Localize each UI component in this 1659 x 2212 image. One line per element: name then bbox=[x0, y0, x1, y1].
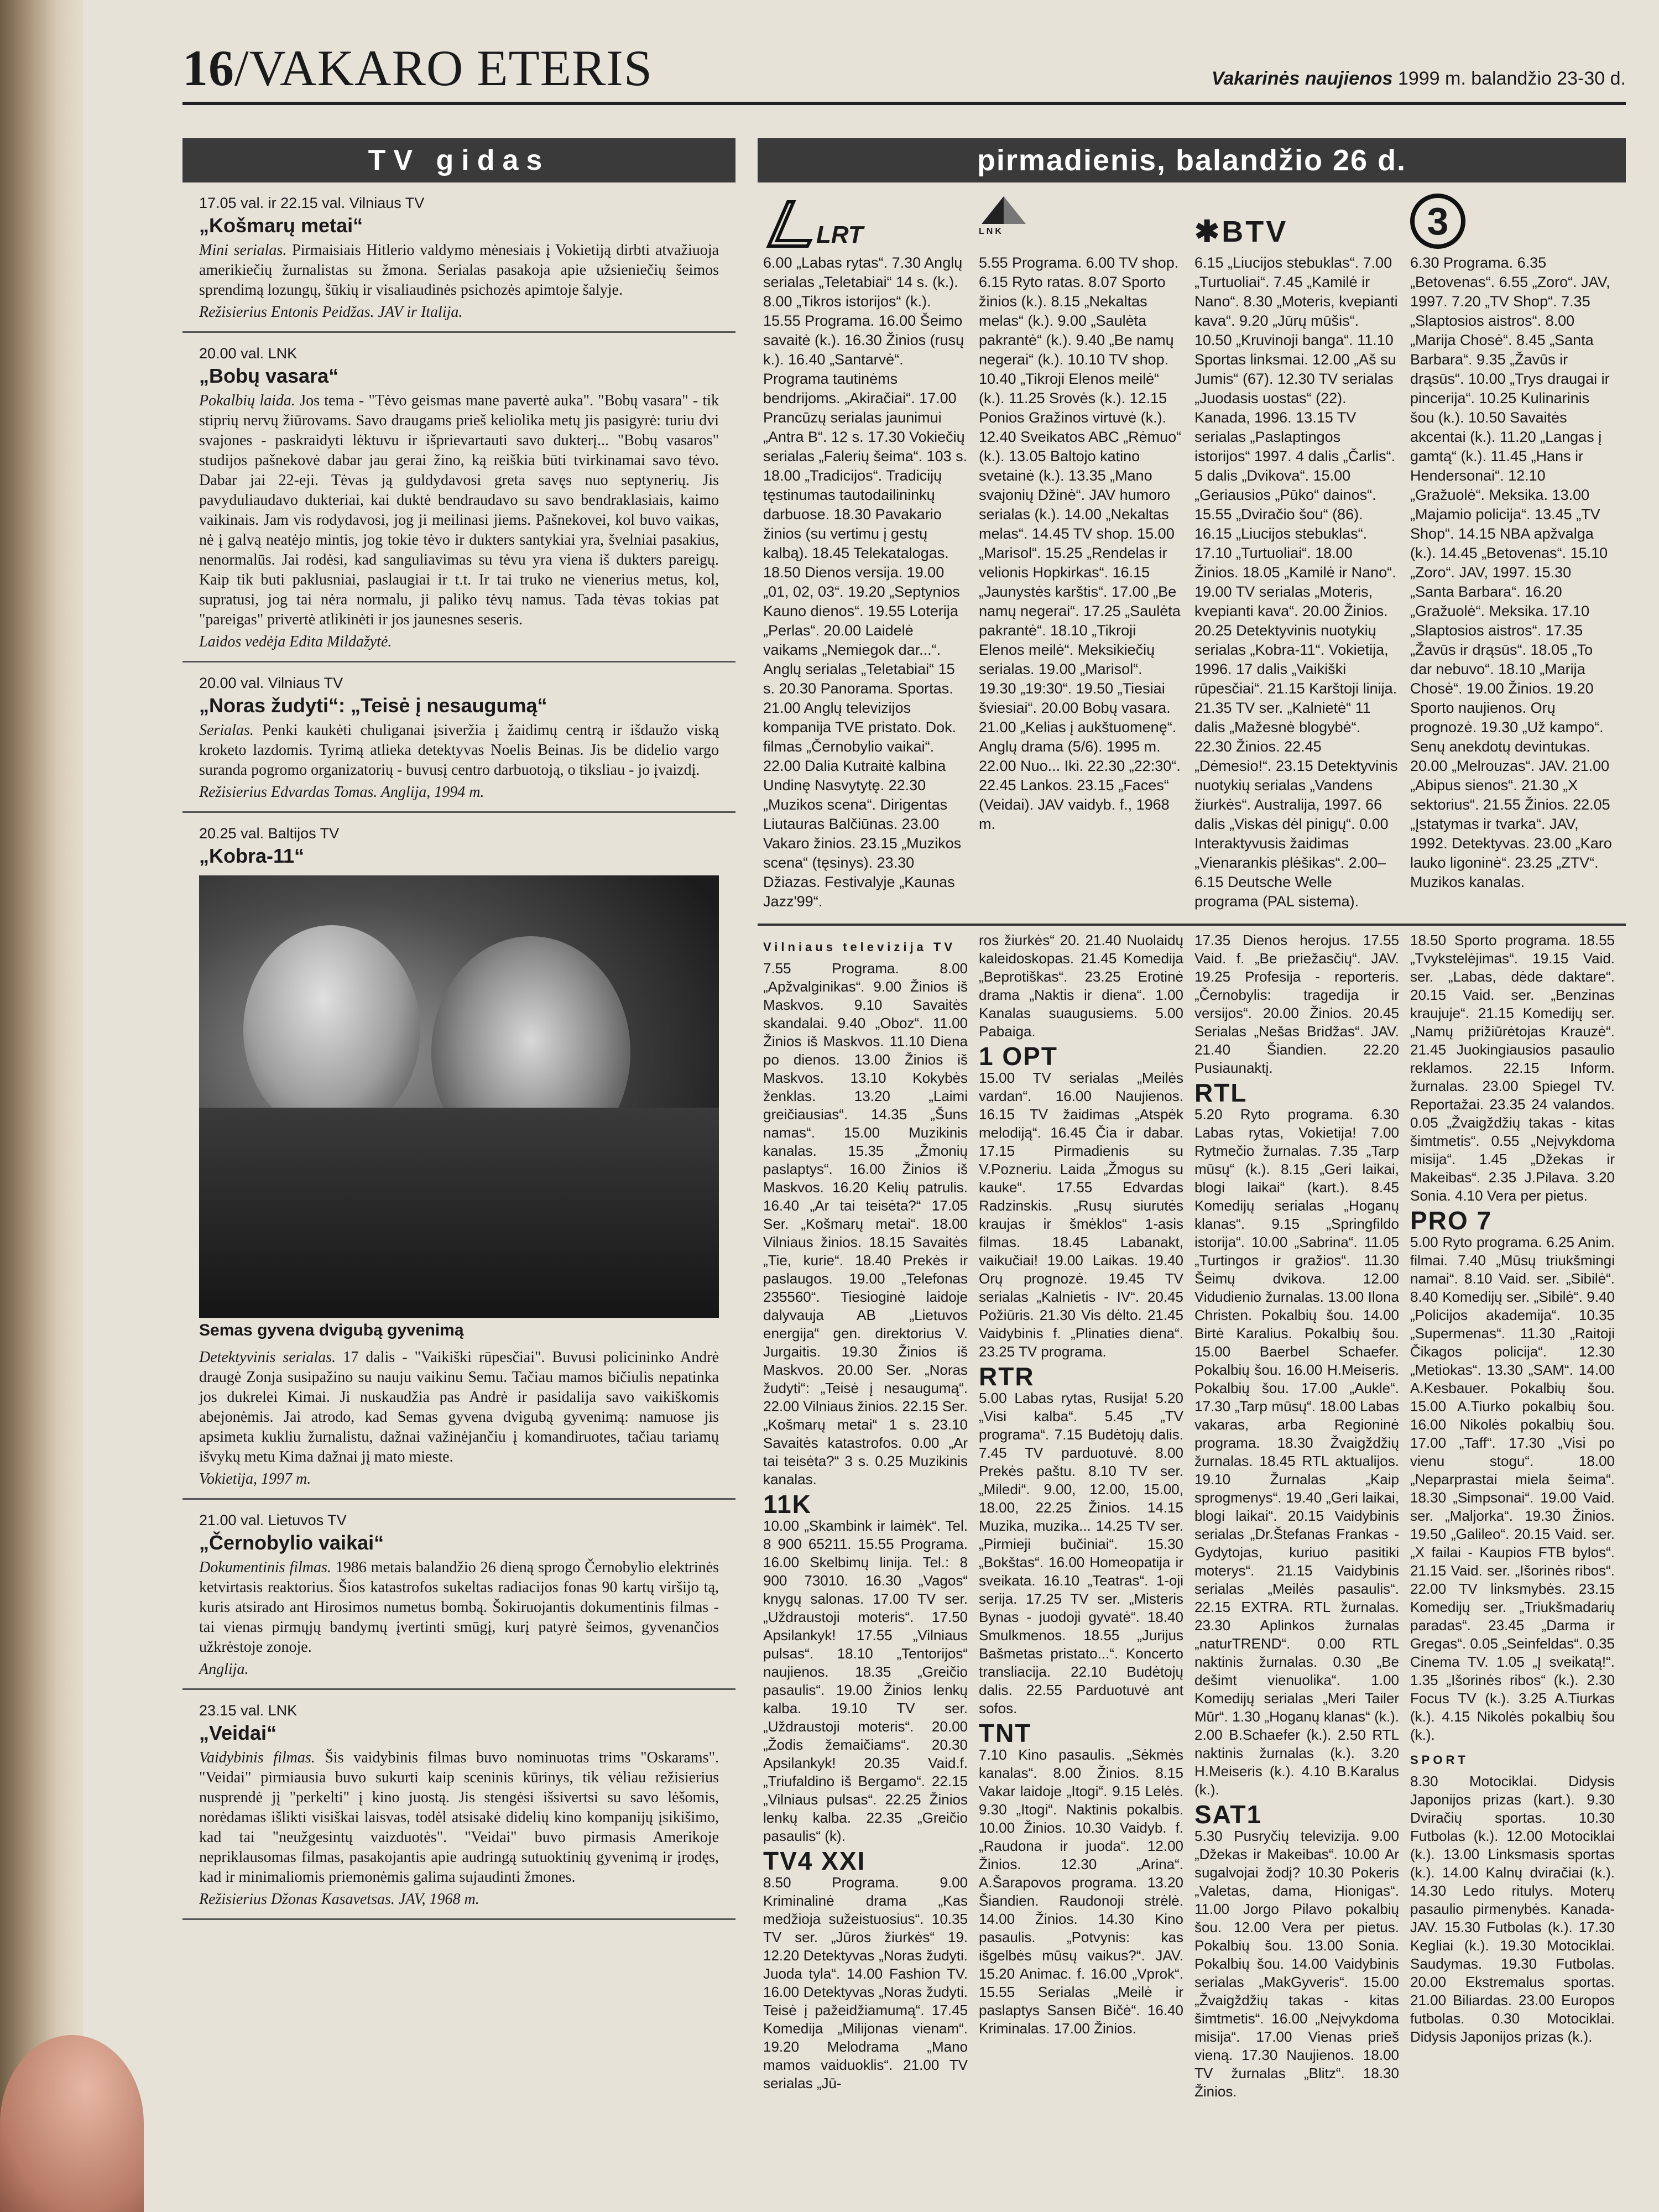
guide-item-title: „Kobra-11“ bbox=[199, 844, 305, 867]
guide-item-credit: Režisierius Entonis Peidžas. JAV ir Italija. bbox=[199, 304, 463, 321]
channel-logo-btv: BTV bbox=[1222, 215, 1288, 248]
photo-coat bbox=[199, 1108, 719, 1318]
channel-column-lrt bbox=[758, 194, 973, 911]
photo-figure-man bbox=[243, 925, 420, 1135]
guide-item-genre: Mini serialas. bbox=[199, 242, 287, 259]
guide-item-credit: Laidos vedėja Edita Mildažytė. bbox=[199, 633, 392, 650]
guide-item-text: Pirmaisiais Hitlerio valdymo mėnesiais į Vokietiją dirbti atvažiuoja amerikiečių žurnalistas su žmona. Serialas pasakoja apie užsieniečių šeimos sprendimą lozungų, šūkių ir visaliaudinės psichozės apimtoje šalyje. bbox=[199, 242, 719, 299]
newspaper-page bbox=[83, 0, 1659, 2212]
guide-item bbox=[182, 662, 735, 813]
channel-logo: TNT bbox=[979, 1719, 1032, 1747]
guide-item-genre: Vaidybinis filmas. bbox=[199, 1749, 315, 1766]
binding-edge bbox=[0, 0, 83, 2212]
guide-item-time: 21.00 val. Lietuvos TV bbox=[199, 1512, 347, 1528]
channel-logo: TV4 XXI bbox=[763, 1846, 866, 1875]
guide-item-title: „Veidai“ bbox=[199, 1721, 277, 1744]
channel-column-lnk bbox=[973, 194, 1189, 911]
channel-programs: 5.55 Programa. 6.00 TV shop. 6.15 Ryto ratas. 8.07 Sporto žinios (k.). 8.15 „Nekaltas melas“ (k.). 9.00 „Saulėta pakrantė“ (k.). 9.40 „Be namų negerai“ (k.). 10.10 TV shop. 10.40 „Tikroji Elenos meilė“ (k.). 11.25 Srovės (k.). 12.15 Ponios Gražinos virtuvė (k.). 12.40 Sveikatos ABC „Rėmuo“ (k.). 13.05 Baltojo katino svetainė (k.). 13.35 „Mano svajonių Džinė“. JAV humoro serialas (k.). 14.00 „Nekaltas melas“. 14.45 TV shop. 15.00 „Marisol“. 15.25 „Rendelas ir velionis Hopkirkas“. 16.15 „Jaunystės karštis“. 17.00 „Be namų negerai“. 17.25 „Saulėta pakrantė“. 18.10 „Tikroji Elenos meilė“. Meksikiečių serialas. 19.00 „Marisol“. 19.30 „19:30“. 19.50 „Tiesiai šviesiai“. 20.00 Bobų vasara. 21.00 „Kelias į aukštuomenę“. Anglų drama (5/6). 1995 m. 22.00 Nuo... Iki. 22.30 „22:30“. 22.45 Lankos. 23.15 „Faces“ (Veidai). JAV vaidyb. f., 1968 m. bbox=[979, 254, 1182, 832]
guide-item-text: Jos tema - "Tėvo geismas mane pavertė auka". "Bobų vasara" - tik stiprių nervų žiūrovams. Savo draugams prieš keliolika metų jis pasigyrė: turiu dvi svajones - paskraidyti lėktuvu ir išprievartauti savo dukterį... "Bobų vasaros" studijos pašnekovė dabar jau gerai žino, ką reiškia būti tvirkinamai savo tėvo. Dabar jai 22-eji. Tėvas ją guldydavosi greta savęs nuo septynerių. Jis pavyduliaudavo dukteriai, kai duktė bendraudavo su savo bendraklasiais, kaimo vaikinais. Jam vis rodydavosi, jog ji meilinasi jiems. Pašnekovei, kol buvo vaikas, nė į galvą neatėjo mintis, jog tokie tėvo ir dukters santykiai yra, švelniai pasakius, nenormalūs. Jai rodėsi, kad sanguliavimas su tėvu yra viena iš dukters pareigų. Kaip tik buti paklusniai, paslaugiai ir t.t. Ir tai truko ne vienerius metus, kol, supratusi, jog tai nėra normalu, ji paliko tėvų namus. Tada tėvas tokias pat "pareigas" privertė atlikinėti ir jos jaunesnes seseris. bbox=[199, 392, 719, 628]
channel-logo: PRO 7 bbox=[1410, 1206, 1493, 1235]
guide-item-genre: Serialas. bbox=[199, 722, 254, 739]
guide-item-text: Penki kaukėti chuliganai įsiveržia į žaidimų centrą ir išdaužo viską kroketo lazdomis. Tyrimą atlieka detektyvas Noelis Beinas. Jis be didelio vargo suranda pogromo organizatorių - buvusį centro darbuotoją, o tiksliau - jo įvaizdį. bbox=[199, 722, 719, 779]
guide-item bbox=[182, 1690, 735, 1920]
guide-item-text: 1986 metais balandžio 26 dieną sprogo Černobylio elektrinės ketvirtasis reaktorius. Šios katastrofos sukeltas radiacijos fonas 90 kartų viršijo tą, kuris atsirado ant Hirosimos numetus bombą. Šokiruojantis dokumentinis filmas - tai vienas pirmųjų bandymų įvertinti smūgį, kurį patyrė šeimos, gyvenančios užkrėstoje zonoje. bbox=[199, 1559, 719, 1656]
channel-logo: 1 OPT bbox=[979, 1042, 1058, 1071]
day-banner: pirmadienis, balandžio 26 d. bbox=[758, 138, 1626, 182]
channel-column-btv bbox=[1189, 194, 1405, 911]
content-columns bbox=[182, 138, 1626, 2101]
channel-logo: SAT1 bbox=[1194, 1800, 1262, 1829]
guide-item bbox=[182, 333, 735, 662]
other-channels bbox=[758, 931, 1626, 2101]
channel-programs: 8.30 Motociklai. Didysis Japonijos prizas (kart.). 9.30 Dviračių sportas. 10.30 Futbolas (k.). 12.00 Motociklai (k.). 13.00 Linksmasis sportas (k.). 14.00 Kalnų dviračiai (k.). 14.30 Ledo ritulys. Moterų pasaulio pirmenybės. Kanada-JAV. 15.30 Futbolas (k.). 17.30 Kegliai (k.). 19.30 Motociklai. Saudymas. 19.30 Futbolas. 20.00 Ekstremalus sportas. 21.00 Biliardas. 23.00 Europos futbolas. 0.30 Motociklai. Didysis Japonijos prizas (k.). bbox=[1410, 1773, 1615, 2045]
guide-item-time: 20.00 val. LNK bbox=[199, 345, 298, 362]
guide-item-time: 20.00 val. Vilniaus TV bbox=[199, 675, 343, 691]
photo-caption: Semas gyvena dvigubą gyvenimą bbox=[199, 1321, 464, 1339]
guide-item bbox=[182, 182, 735, 333]
channel-programs: 15.00 TV serialas „Meilės vardan“. 16.00 Naujienos. 16.15 TV žaidimas „Atspėk melodiją“. 16.45 Čia ir dabar. 17.15 Pirmadienis su V.Pozneriu. Laida „Žmogus su kauke“. 17.55 Edvardas Radzinskis. „Rusų siurutės kraujas ir šmėklos“ 1-asis filmas. 18.45 Labanakt, vaikučiai! 19.00 Laikas. 19.40 Orų prognozė. 19.45 TV serialas „Kalnietis - IV“. 20.45 Požiūris. 21.30 Vis dėlto. 21.45 Vaidybinis f. „Plinaties diena“. 23.25 TV programa. bbox=[979, 1070, 1183, 1360]
channel-programs: 6.00 „Labas rytas“. 7.30 Anglų serialas „Teletabiai“ 14 s. (k.). 8.00 „Tikros istorijos“ (k.). 15.55 Programa. 16.00 Šeimo savaitė (k.). 16.30 Žinios (rusų k.). 16.40 „Santarvė“. Programa tautinėms bendrijoms. „Akiračiai“. 17.00 Prancūzų serialas jaunimui „Antra B“. 12 s. 17.30 Vokiečių serialas „Falerių šeima“. 103 s. 18.00 „Tradicijos“. Tradicijų tęstinumas tautodailininkų darbuose. 18.30 Pavakario žinios (su vertimu į gestų kalbą). 18.45 Telekatalogas. 18.50 Dienos versija. 19.00 „01, 02, 03“. 19.20 „Septynios Kauno dienos“. 19.55 Loterija „Perlas“. 20.00 Laidelė vaikams „Nemiegok dar...“. Anglų serialas „Teletabiai“ 15 s. 20.30 Panorama. Sportas. 21.00 Anglų televizijos kompanija TVE pristato. Dok. filmas „Černobylio vaikai“. 22.00 Dalia Kutraitė kalbina Undinę Nasvytytę. 22.30 „Muzikos scena“. Dirigentas Liutauras Balčiūnas. 23.00 Vakaro žinios. 23.15 „Muzikos scena“ (tęsinys). 23.30 Džiazas. Festivalyje „Kaunas Jazz'99“. bbox=[763, 254, 968, 910]
channel-programs: ros žiurkės“ 20. 21.40 Nuolaidų kaleidoskopas. 21.45 Komedija „Beprotiškas“. 23.25 Erotinė drama „Naktis ir diena“. 1.00 Kanalas suaugusiems. 5.00 Pabaiga. bbox=[979, 932, 1183, 1040]
lower-column bbox=[1189, 931, 1405, 2101]
channel-programs: 6.15 „Liucijos stebuklas“. 7.00 „Turtuoliai“. 7.45 „Kamilė ir Nano“. 8.30 „Moteris, kvepianti kava“. 9.20 „Jūrų mūšis“. 10.50 „Kruvinoji banga“. 11.10 Sportas linksmai. 12.00 „Aš su Jumis“ (67). 12.30 TV serialas „Juodasis uostas“ (22). Kanada, 1996. 13.15 TV serialas „Paslaptingos istorijos“ 1997. 4 dalis „Čarlis“. 5 dalis „Dvikova“. 15.00 „Geriausios „Pūko“ dainos“. 15.55 „Dviračio šou“ (86). 16.15 „Liucijos stebuklas“. 17.10 „Turtuoliai“. 18.00 Žinios. 18.05 „Kamilė ir Nano“. 19.00 TV serialas „Moteris, kvepianti kava“. 20.00 Žinios. 20.25 Detektyvinis nuotykių serialas „Kobra-11“. Vokietija, 1996. 17 dalis „Vaikiški rūpesčiai“. 21.15 Karštoji linija. 21.35 TV ser. „Kalnietė“ 11 dalis „Mažesnė blogybė“. 22.30 Žinios. 22.45 „Dėmesio!“. 23.15 Detektyvinis nuotykių serialas „Vandens žiurkės“. Australija, 1997. 66 dalis „Viskas dėl pinigų“. 0.00 Interaktyvusis žaidimas „Vienarankis plėšikas“. 2.00–6.15 Deutsche Welle programa (PAL sistema). bbox=[1194, 254, 1398, 910]
section-title: VAKARO ETERIS bbox=[249, 40, 653, 96]
guide-item-text: 17 dalis - "Vaikiški rūpesčiai". Buvusi policininko Andrė draugė Zonja susipažino su nauju vaikinu Semu. Tačiau mamos bičiulis nepatinka jos dukrelei Kimai. Ji nuskaudžia pas Andrė ir pasidalija savo vaikiškomis abejonėmis. Jai atrodo, kad Semas gyvena dvigubą gyvenimą: namuose jis apsimeta kukliu žurnalistu, dažnai važinėjančiu į komandiruotes, tačiau tariamų išvykų metu Kima dažnai jį mato mieste. bbox=[199, 1349, 719, 1465]
section-divider bbox=[758, 924, 1626, 926]
guide-item-title: „Černobylio vaikai“ bbox=[199, 1531, 384, 1554]
channel-programs: 5.00 Ryto programa. 6.25 Anim. filmai. 7.40 „Mūsų triukšmingi namai“. 8.10 Vaid. ser. „Sibilė“. 8.40 Komedijų ser. „Sibilė“. 9.40 „Policijos akademija“. 10.35 „Supermenas“. 11.30 „Raitoji Čikagos policija“. 12.30 „Metiokas“. 13.30 „SAM“. 14.00 A.Kesbauer. Pokalbių šou. 15.00 A.Tiurko pokalbių šou. 16.00 Nikolės pokalbių šou. 17.00 „Taff“. 17.30 „Visi po vienu stogu“. 18.00 „Neparprastai miela šeima“. 18.30 „Simpsonai“. 19.00 Vaid. ser. „Maljorka“. 19.30 Žinios. 19.50 „Galileo“. 20.15 Vaid. ser. „X failai - Kaupios FTB bylos“. 21.15 Vaid. ser. „Išorinės ribos“. 22.00 TV linksmybės. 23.15 Komedijų ser. „Triukšmadarių paradas“. 23.45 „Darma ir Gregas“. 0.05 „Seinfeldas“. 0.35 Cinema TV. 1.05 „Į sveikatą!“. 1.35 „Išorinės ribos“ (k.). 2.30 Focus TV (k.). 3.25 A.Tiurkas (k.). 4.15 Nikolės pokalbių šou (k.). bbox=[1410, 1234, 1615, 1743]
guide-item-text: Šis vaidybinis filmas buvo nominuotas trims "Oskarams". "Veidai" pirmiausia buvo sukurti kaip sceninis kūrinys, tik vėliau režisierius nusprendė jį "perkelti" į kino juostą. Jis stengėsi išsivertsi su savo lėšomis, norėdamas išlikti visiškai laisvas, todėl atsisakė didelių kino kompanijų įsikišimo, kad tai "neužgesintų vaizduotės". "Veidai" buvo pirmasis Amerikoje nepriklausomas filmas, pasakojantis apie audringą sutuoktinių gyvenimą ir įrodęs, kad ir minimaliomis priemonėmis galima sujaudinti žmones. bbox=[199, 1749, 719, 1886]
guide-item-time: 17.05 val. ir 22.15 val. Vilniaus TV bbox=[199, 195, 425, 211]
channel-logo: RTR bbox=[979, 1362, 1035, 1391]
tv-guide-column bbox=[182, 138, 735, 2101]
kobra-11-photo bbox=[199, 875, 719, 1318]
guide-item-genre: Pokalbių laida. bbox=[199, 392, 295, 409]
guide-item bbox=[182, 813, 735, 1500]
channel-logo-tv3: 3 bbox=[1410, 194, 1465, 249]
channel-programs: 10.00 „Skambink ir laimėk“. Tel. 8 900 65211. 15.55 Programa. 16.00 Skelbimų linija. Tel.: 8 900 73010. 16.30 „Vagos“ knygų salonas. 17.00 TV ser. „Uždraustoji moteris“. 17.50 Apsilankyk! 17.55 „Vilniaus pulsas“. 18.10 „Tentorijos“ naujienos. 18.35 „Greičio pasaulis“. 19.00 Žinios lenkų kalba. 19.10 TV ser. „Uždraustoji moteris“. 20.00 „Žodis žemaičiams“. 20.30 Apsilankyk! 20.35 Vaid.f. „Triufaldino iš Bergamo“. 22.15 „Vilniaus pulsas“. 22.25 Žinios lenkų kalba. 22.35 „Greičio pasaulis“ (k). bbox=[763, 1517, 968, 1844]
guide-item-credit: Anglija. bbox=[199, 1661, 249, 1678]
channel-programs: 7.10 Kino pasaulis. „Sėkmės kanalas“. 8.00 Žinios. 8.15 Vakar laidoje „Itogi“. 9.15 Lelės. 9.30 „Itogi“. Naktinis pokalbis. 10.00 Žinios. 10.30 Vaidyb. f. „Raudona ir juoda“. 12.00 Žinios. 12.30 „Arina“. A.Šarapovos programa. 13.20 Šiandien. Raudonoji strėlė. 14.00 Žinios. 14.30 Kino pasaulis. „Potvynis: kas išgelbės mūsų vaikus?“. JAV. 15.20 Animac. f. 16.00 „Vprok“. 15.55 Serialas „Meilė ir paslaptys Sansen Bičė“. 16.40 Kriminalas. 17.00 Žinios. bbox=[979, 1746, 1183, 2037]
channel-programs: 6.30 Programa. 6.35 „Betovenas“. 6.55 „Zoro“. JAV, 1997. 7.20 „TV Shop“. 7.35 „Slaptosios aistros“. 8.00 „Marija Chosė“. 8.45 „Santa Barbara“. 9.35 „Žavūs ir drąsūs“. 10.00 „Trys draugai ir pincerija“. 10.25 Kulinarinis šou (k.). 10.50 Savaitės akcentai (k.). 11.20 „Langas į gamtą“ (k.). 11.45 „Hans ir Hendersonai“. 12.10 „Gražuolė“. Meksika. 13.00 „Majamio policija“. 13.45 „TV Shop“. 14.15 NBA apžvalga (k.). 14.45 „Betovenas“. 15.10 „Zoro“. JAV, 1997. 15.30 „Santa Barbara“. 16.20 „Gražuolė“. Meksika. 17.10 „Slaptosios aistros“. 17.35 „Žavūs ir drąsūs“. 18.05 „To dar nebuvo“. 18.10 „Marija Chosė“. 19.00 Žinios. 19.20 Sporto naujienos. Orų prognozė. 19.30 „Už kampo“. Senų anekdotų devintukas. 20.00 „Melrouzas“. JAV. 21.00 „Abipus sienos“. 21.30 „X sektorius“. 21.55 Žinios. 22.05 „Įstatymas ir tvarka“. JAV, 1992. Detektyvas. 23.00 „Karo lauko ligoninė“. 23.25 „ZTV“. Muzikos kanalas. bbox=[1410, 254, 1612, 890]
publication-name: Vakarinės naujienos bbox=[1211, 68, 1393, 89]
guide-item-genre: Detektyvinis serialas. bbox=[199, 1349, 336, 1366]
main-channels bbox=[758, 194, 1626, 911]
holding-thumb bbox=[0, 2035, 144, 2212]
channel-logo: 11K bbox=[763, 1490, 812, 1519]
channel-programs: 5.00 Labas rytas, Rusija! 5.20 „Visi kalba“. 5.45 „TV programa“. 7.15 Budėtojų dalis. 7.45 TV parduotuvė. 8.00 Prekės paštu. 8.10 TV ser. „Miledi“. 9.00, 12.00, 15.00, 18.00, 22.25 Žinios. 14.15 Muzika, muzika... 14.25 TV ser. „Pirmieji bučiniai“. 15.30 „Bokštas“. 16.00 Homeopatija ir sveikata. 16.10 „Teatras“. 1-oji serija. 17.25 TV ser. „Misteris Bynas - juodoji gyvatė“. 18.40 Smulkmenos. 18.55 „Jurijus Bašmetas pristato...“. Koncerto transliacija. 22.10 Budėtojų dalis. 22.55 Parduotuvė ant sofos. bbox=[979, 1390, 1183, 1717]
guide-item-credit: Režisierius Džonas Kasavetsas. JAV, 1968 m. bbox=[199, 1891, 479, 1908]
channel-programs: 18.50 Sporto programa. 18.55 „Tvykstelėjimas“. 19.15 Vaid. ser. „Labas, dėde daktare“. 20.15 Vaid. ser. „Benzinas kraujuje“. 21.15 Komedijų ser. „Namų prižiūrėtojas Krauzė“. 21.45 Juokingiausios pasaulio reklamos. 22.15 Inform. žurnalas. 23.00 Spiegel TV. Reportažai. 23.35 24 valandos. 0.05 „Žvaigždžių takas - kitas šimtmetis“. 0.55 „Neįvykdoma misija“. 1.45 „Džekas ir Makeibas“. 2.35 J.Pilava. 3.20 Sonia. 4.10 Vera per pietus. bbox=[1410, 932, 1615, 1204]
channel-programs: 17.35 Dienos herojus. 17.55 Vaid. f. „Be priežasčių“. JAV. 19.25 Profesija - reporteris. „Černobylis: tragedija ir versijos“. 20.00 Žinios. 20.45 Serialas „Nešas Bridžas“. JAV. 21.40 Šiandien. 22.20 Pusiaunaktį. bbox=[1194, 932, 1399, 1076]
channel-programs: 7.55 Programa. 8.00 „Apžvalginikas“. 9.00 Žinios iš Maskvos. 9.10 Savaitės skandalai. 9.40 „Oboz“. 11.00 Žinios iš Maskvos. 11.10 Diena po dienos. 13.00 Žinios iš Maskvos. 13.10 Kokybės ženklas. 13.20 „Laimi greičiausias“. 14.35 „Šuns namas“. 15.00 Muzikinis kanalas. 15.35 „Žmonių paslaptys“. 16.00 Žinios iš Maskvos. 16.20 Kelių patrulis. 16.40 „Ar tai teisėta?“ 17.05 Ser. „Košmarų metai“. 18.00 Vilniaus žinios. 18.15 Savaitės „Tie, kurie“. 18.40 Prekės ir paslaugos. 19.00 „Telefonas 235560“. Tiesioginė laidoje dalyvauja AB „Lietuvos energija“ gen. direktorius V. Jurgaitis. 19.30 Žinios iš Maskvos. 20.00 Ser. „Noras žudyti“: „Teisė į nesaugumą“. 22.00 Vilniaus žinios. 22.15 Ser. „Košmarų metai“ 1 s. 23.10 Savaitės katastrofos. 0.00 „Ar tai teisėta?“ 3 s. 0.25 Muzikinis kanalas. bbox=[763, 960, 968, 1488]
lrt-logo-icon bbox=[763, 199, 813, 249]
guide-item-credit: Režisierius Edvardas Tomas. Anglija, 1994 m. bbox=[199, 784, 484, 801]
schedule-area bbox=[758, 138, 1626, 2101]
tv-guide-banner: TV gidas bbox=[182, 138, 735, 182]
guide-item-time: 23.15 val. LNK bbox=[199, 1702, 298, 1719]
channel-logo-lrt: LRT bbox=[816, 221, 863, 248]
channel-programs: 5.20 Ryto programa. 6.30 Labas rytas, Vokietija! 7.00 Rytmečio žurnalas. 7.35 „Tarp mūsų“ (k.). 8.15 „Geri laikai, blogi laikai“ (kart.). 8.45 Komedijų serialas „Hoganų klanas“. 9.15 „Springfildo istorija“. 10.00 „Sabrina“. 11.05 „Turtingos ir gražios“. 11.30 Šeimų dvikova. 12.00 Vidudienio žurnalas. 13.00 Ilona Christen. Pokalbių šou. 14.00 Birtė Karalius. Pokalbių šou. 15.00 Baerbel Schaefer. Pokalbių šou. 16.00 H.Meiseris. Pokalbių šou. 17.00 „Aukle“. 17.30 „Tarp mūsų“. 18.00 Labas vakaras, arba Regioninė programa. 18.30 Žvaigždžių žurnalas. 18.45 RTL aktualijos. 19.10 Žurnalas „Kaip sprogmenys“. 19.40 „Geri laikai, blogi laikai“. 20.15 Vaidybinis serialas „Dr.Štefanas Frankas - Gydytojas, kuriuo pasitiki moterys“. 21.15 Vaidybinis serialas „Meilės pasaulis“. 22.15 EXTRA. RTL žurnalas. 23.30 Aplinkos žurnalas „naturTREND“. 0.00 RTL naktinis žurnalas. 0.30 „Be dešimt vienuolika“. 1.00 Komedijų serialas „Meri Tailer Mūr“. 1.30 „Hoganų klanas“ (k.). 2.00 B.Schaefer (k.). 2.50 RTL naktinis žurnalas (k.). 3.20 H.Meiseris (k.). 4.10 B.Karalus (k.). bbox=[1194, 1106, 1399, 1798]
lower-column bbox=[1405, 931, 1620, 2101]
channel-column-tv3 bbox=[1405, 194, 1620, 911]
guide-item-title: „Noras žudyti“: „Teisė į nesaugumą“ bbox=[199, 694, 547, 717]
guide-item bbox=[182, 1500, 735, 1690]
guide-item-time: 20.25 val. Baltijos TV bbox=[199, 825, 340, 842]
channel-logo-lnk: LNK bbox=[979, 227, 1004, 236]
lower-column bbox=[973, 931, 1189, 2101]
guide-item-genre: Dokumentinis filmas. bbox=[199, 1559, 331, 1576]
lnk-logo-icon bbox=[979, 194, 1029, 227]
channel-logo: Vilniaus televizija TV bbox=[763, 940, 956, 954]
lower-column bbox=[758, 931, 973, 2101]
channel-programs: 8.50 Programa. 9.00 Kriminalinė drama „Kas medžioja sužeistuosius“. 10.35 TV ser. „Jūros žiurkės“ 19. 12.20 Detektyvas „Noras žudyti. Juoda tyla“. 14.00 Fashion TV. 16.00 Detektyvas „Noras žudyti. Teisė į pažeidžiamumą“. 17.45 Komedija „Milijonas vienam“. 19.20 Melodrama „Mano mamos vaiduoklis“. 21.00 TV serialas „Jū- bbox=[763, 1874, 968, 2091]
btv-star-icon: ✱ bbox=[1194, 215, 1222, 248]
masthead: 16/VAKARO ETERIS Vakarinės naujienos 1999 m. balandžio 23-30 d. bbox=[182, 39, 1626, 105]
page-number: 16 bbox=[182, 40, 234, 96]
channel-logo: SPORT bbox=[1410, 1753, 1469, 1767]
guide-item-credit: Vokietija, 1997 m. bbox=[199, 1470, 311, 1488]
channel-programs: 5.30 Pusryčių televizija. 9.00 „Džekas ir Makeibas“. 10.00 Ar sugalvojai žodį? 10.30 Pokeris „Valetas, dama, Hionigas“. 11.00 Jorgo Pilavo pokalbių šou. 12.00 Vera per pietus. Pokalbių šou. 13.00 Sonia. Pokalbių šou. 14.00 Vaidybinis serialas „MakGyveris“. 15.00 „Žvaigždžių takas - kitas šimtmetis“. 16.00 „Neįvykdoma misija“. 17.00 Vienas prieš vieną. 17.30 Naujienos. 18.00 TV žurnalas „Blitz“. 18.30 Žinios. bbox=[1194, 1828, 1399, 2100]
guide-item-title: „Bobų vasara“ bbox=[199, 364, 339, 387]
issue-date: 1999 m. balandžio 23-30 d. bbox=[1397, 68, 1626, 89]
channel-logo: RTL bbox=[1194, 1078, 1248, 1107]
guide-item-title: „Košmarų metai“ bbox=[199, 214, 363, 237]
